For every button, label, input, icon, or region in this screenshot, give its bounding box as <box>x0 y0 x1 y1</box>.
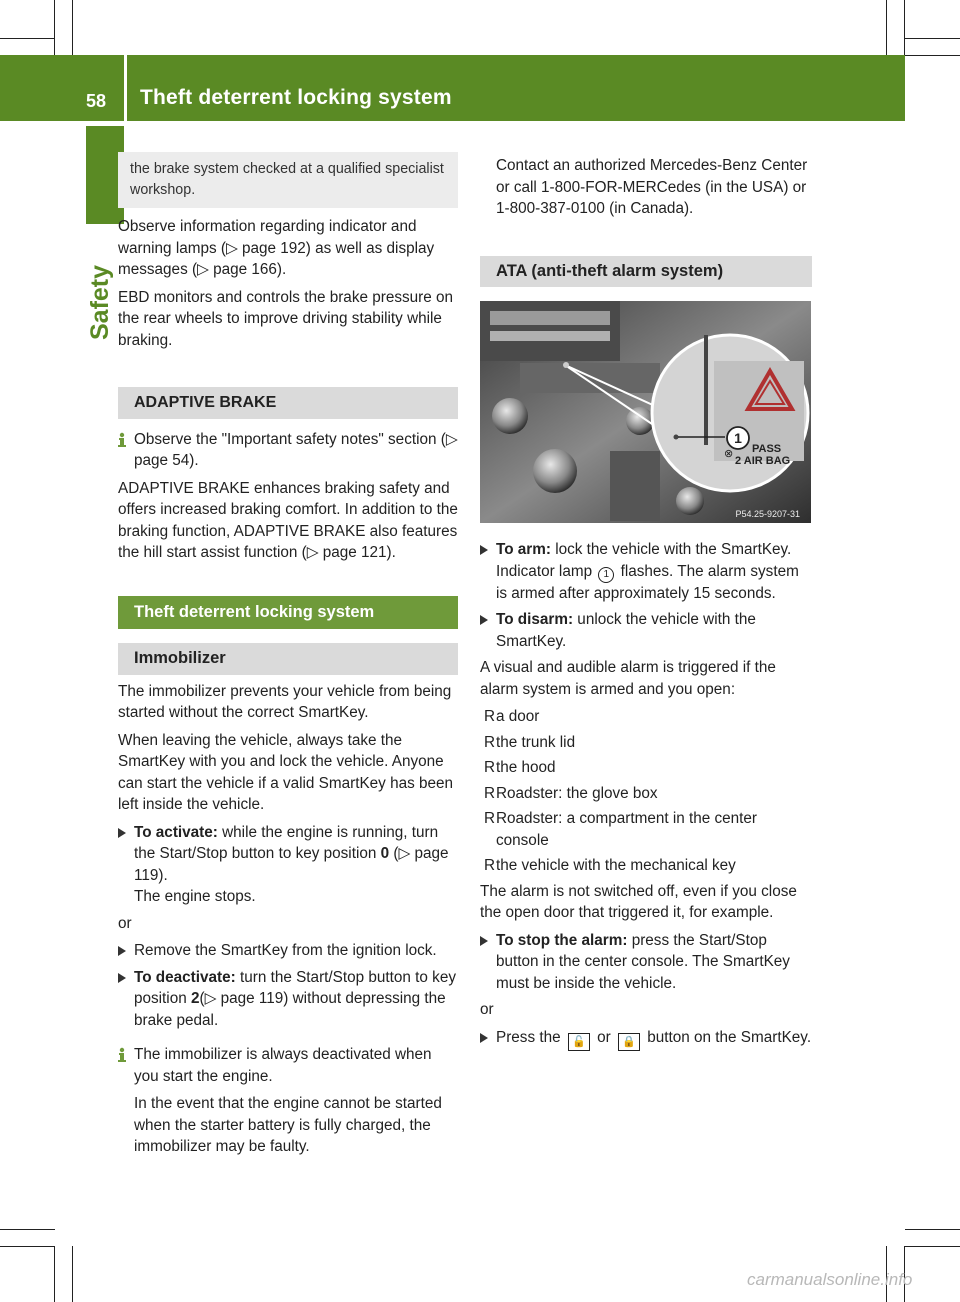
step-text: while the engine is running, turn the Start/Stop button to key position <box>134 823 439 862</box>
step-arrow-icon <box>480 1033 488 1043</box>
step-activate <box>118 822 458 908</box>
list-item-text: Roadster: the glove box <box>496 784 658 802</box>
paragraph: ADAPTIVE BRAKE enhances braking safety and offers increased braking comfort. In addition to the braking function, ADAPTIVE BRAKE also features the hill start assist function (▷ page 121). <box>118 479 458 561</box>
lock-icon: 🔒 <box>618 1033 640 1051</box>
callout-number-icon: 1 <box>598 567 614 583</box>
step-arrow-icon <box>118 828 126 838</box>
step-press-button <box>480 1027 812 1051</box>
crop-mark <box>0 1246 55 1247</box>
step-text: Remove the SmartKey from the ignition lock. <box>134 942 437 959</box>
crop-mark <box>904 0 905 55</box>
bullet-icon: R <box>484 759 496 776</box>
paragraph: EBD monitors and controls the brake pressure on the rear wheels to improve driving stability while braking. <box>118 288 454 349</box>
step-arrow-icon <box>480 936 488 946</box>
list-item-text: the trunk lid <box>496 733 576 751</box>
crop-mark <box>54 0 55 55</box>
list-item-text: the hood <box>496 759 556 776</box>
image-reference: P54.25-9207-31 <box>735 509 800 519</box>
info-text: The immobilizer is always deactivated when you start the engine. <box>134 1046 432 1085</box>
page-number: 58 <box>86 91 107 111</box>
info-text: In the event that the engine cannot be started when the starter battery is fully charged, the immobilizer may be faulty. <box>134 1095 442 1155</box>
section-heading-theft: Theft deterrent locking system <box>118 596 458 630</box>
step-label: To disarm: <box>496 611 574 628</box>
list-item <box>480 757 812 779</box>
info-icon <box>116 432 128 447</box>
step-arm <box>480 539 812 604</box>
list-item-text: the vehicle with the mechanical key <box>496 857 736 874</box>
bullet-icon: R <box>484 784 496 802</box>
bullet-icon: R <box>484 810 496 827</box>
step-disarm <box>480 609 812 652</box>
crop-mark <box>72 1246 73 1302</box>
crop-mark <box>905 38 960 39</box>
step-text: (▷ page 119) without depressing the brake pedal. <box>134 990 446 1029</box>
header-separator <box>124 55 127 121</box>
list-item-text: a door <box>496 708 540 725</box>
paragraph: Observe information regarding indicator and warning lamps (▷ page 192) as well as display messages (▷ page 166). <box>118 218 435 278</box>
bullet-icon: R <box>484 857 496 874</box>
list-item <box>480 783 812 805</box>
step-text: (▷ page 119). <box>134 845 449 884</box>
paragraph: Contact an authorized Mercedes-Benz Center or call 1-800-FOR-MERCedes (in the USA) or 1-800-387-0100 (in Canada). <box>496 157 808 217</box>
step-remove-key <box>118 940 458 962</box>
watermark: carmanualsonline.info <box>747 1270 913 1289</box>
step-result: The engine stops. <box>134 888 256 905</box>
step-label: To arm: <box>496 541 551 558</box>
info-icon <box>116 1047 128 1062</box>
key-position: 0 <box>380 845 390 862</box>
right-column <box>480 155 812 1056</box>
crop-mark <box>905 1246 960 1247</box>
airbag-label: 2 AIR BAG <box>735 455 791 467</box>
crop-mark <box>905 1229 960 1230</box>
bullet-icon: R <box>484 708 496 725</box>
step-text: press the Start/Stop button in the center console. The SmartKey must be inside the vehicle. <box>496 931 790 992</box>
step-arrow-icon <box>480 545 488 555</box>
crop-mark <box>905 55 960 56</box>
info-note <box>118 1044 458 1158</box>
step-arrow-icon <box>118 946 126 956</box>
airbag-off-icon: ⊗ <box>724 448 734 460</box>
page-header <box>0 55 905 121</box>
console-image <box>480 301 811 523</box>
paragraph: A visual and audible alarm is triggered if the alarm system is armed and you open: <box>480 659 776 698</box>
paragraph: The immobilizer prevents your vehicle from being started without the correct SmartKey. <box>118 682 452 721</box>
step-stop-alarm <box>480 930 812 995</box>
or-text: or <box>118 914 132 932</box>
section-heading-immobilizer: Immobilizer <box>118 643 458 675</box>
step-arrow-icon <box>118 973 126 983</box>
center-console-photo <box>480 301 811 523</box>
or-text: or <box>480 1001 494 1018</box>
paragraph: When leaving the vehicle, always take the SmartKey with you and lock the vehicle. Anyone can start the vehicle if a valid SmartKey has been left inside the vehicle. <box>118 731 454 813</box>
step-deactivate <box>118 967 458 1032</box>
step-text: or <box>592 1028 615 1046</box>
note-box: the brake system checked at a qualified specialist workshop. <box>118 152 458 208</box>
step-text: button on the SmartKey. <box>642 1028 812 1046</box>
callout-number: 1 <box>734 430 742 446</box>
crop-mark <box>0 1229 55 1230</box>
bullet-icon: R <box>484 733 496 751</box>
info-text: Observe the "Important safety notes" section (▷ page 54). <box>134 430 458 469</box>
crop-mark <box>54 1246 55 1302</box>
chapter-label-text: Safety <box>86 264 114 340</box>
page-title: Theft deterrent locking system <box>140 86 452 109</box>
step-label: To stop the alarm: <box>496 931 628 949</box>
section-heading-ata: ATA (anti-theft alarm system) <box>480 256 812 288</box>
list-item <box>480 808 812 851</box>
crop-mark <box>0 38 55 39</box>
step-text: lock the vehicle with the SmartKey. <box>550 541 792 558</box>
pass-label: PASS <box>752 443 782 455</box>
crop-mark <box>72 0 73 55</box>
step-text: flashes. The alarm system is armed after approximately 15 seconds. <box>496 562 799 602</box>
step-label: To activate: <box>134 823 218 841</box>
step-text: Indicator lamp <box>496 562 597 580</box>
step-text: turn the Start/Stop button to key position <box>134 968 456 1007</box>
unlock-icon: 🔓 <box>568 1033 590 1051</box>
step-text: unlock the vehicle with the SmartKey. <box>496 611 756 650</box>
step-text: Press the <box>496 1028 565 1046</box>
section-heading-adaptive-brake: ADAPTIVE BRAKE <box>118 387 458 419</box>
info-note <box>118 429 458 472</box>
trigger-list <box>480 706 812 877</box>
list-item <box>480 855 812 877</box>
list-item <box>480 706 812 728</box>
list-item <box>480 732 812 754</box>
crop-mark <box>886 0 887 55</box>
list-item-text: Roadster: a compartment in the center console <box>496 810 758 849</box>
step-label: To deactivate: <box>134 968 236 986</box>
key-position: 2 <box>190 990 200 1007</box>
step-arrow-icon <box>480 615 488 625</box>
left-column <box>118 152 458 1164</box>
paragraph: The alarm is not switched off, even if you close the open door that triggered it, for example. <box>480 882 797 921</box>
